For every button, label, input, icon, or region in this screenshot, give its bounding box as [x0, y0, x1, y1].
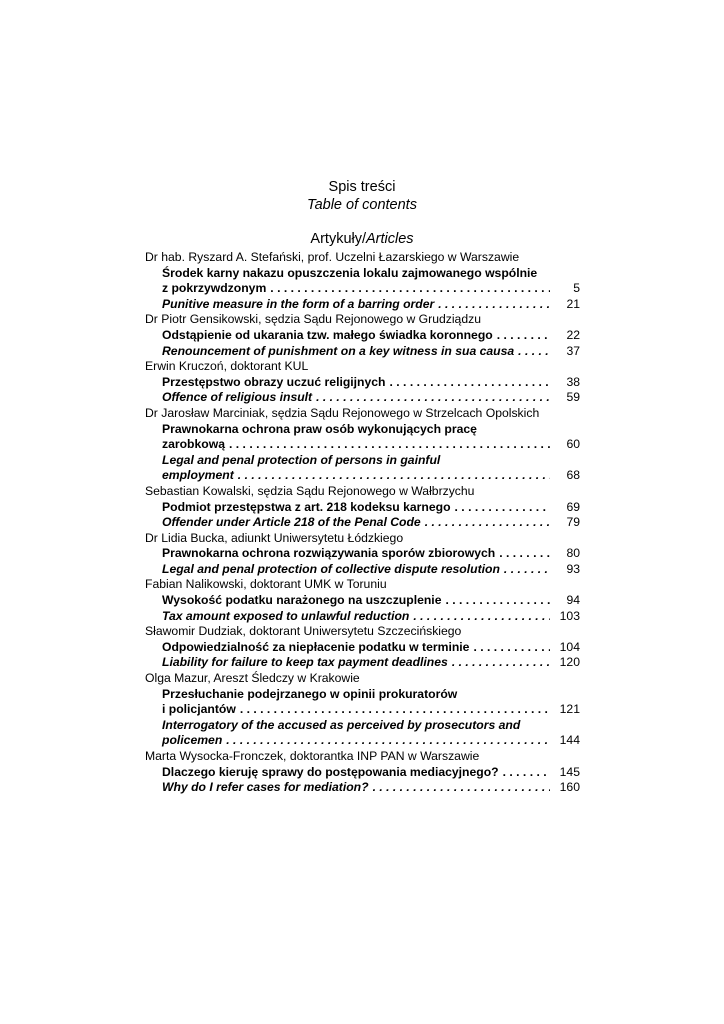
- toc-page-number: 79: [566, 515, 580, 530]
- toc-author: Dr hab. Ryszard A. Stefański, prof. Uczelni Łazarskiego w Warszawie: [145, 250, 520, 264]
- toc-page-number: 69: [566, 499, 580, 514]
- toc-entry-title[interactable]: [145, 468, 580, 484]
- toc-entry-title[interactable]: [145, 375, 580, 391]
- toc-entry-title[interactable]: [145, 500, 580, 516]
- toc-author: Sławomir Dudziak, doktorant Uniwersytetu Szczecińskiego: [145, 624, 462, 639]
- section-heading-pl: Artykuły/: [310, 231, 367, 247]
- toc-author: Fabian Nalikowski, doktorant UMK w Toruniu: [145, 577, 387, 592]
- toc-author: Dr Jarosław Marciniak, sędzia Sądu Rejonowego w Strzelcach Opolskich: [145, 405, 540, 420]
- toc-entry-title[interactable]: [145, 562, 580, 578]
- toc-page-number: 21: [566, 296, 580, 311]
- toc-title-text: Przestępstwo obrazy uczuć religijnych: [162, 374, 386, 389]
- page-subtitle: Table of contents: [307, 197, 417, 213]
- toc-title-text: Legal and penal protection of persons in gainful: [162, 452, 441, 467]
- toc-entry-title[interactable]: [145, 655, 580, 671]
- toc-author: Sebastian Kowalski, sędzia Sądu Rejonowego w Wałbrzychu: [145, 483, 475, 498]
- toc-title-text: Przesłuchanie podejrzanego w opinii prokuratorów: [162, 686, 458, 701]
- toc-entry-title[interactable]: [145, 780, 580, 796]
- toc-title-text: employment: [162, 468, 234, 483]
- dot-leader: [270, 281, 550, 297]
- toc-title-text: Offender under Article 218 of the Penal Code: [162, 515, 421, 530]
- toc-entry-title[interactable]: [145, 640, 580, 656]
- dot-leader: [518, 344, 550, 360]
- section-heading: [0, 230, 724, 248]
- dot-leader: [373, 780, 550, 796]
- dot-leader: [497, 328, 550, 344]
- toc-page-number: 38: [566, 374, 580, 389]
- dot-leader: [473, 640, 550, 656]
- toc-page-number: 22: [566, 327, 580, 342]
- toc-page-number: 59: [566, 390, 580, 405]
- toc-title-text: Legal and penal protection of collective dispute resolution: [162, 561, 500, 576]
- page-title: Spis treści: [328, 179, 396, 195]
- dot-leader: [413, 609, 550, 625]
- toc-entry-title[interactable]: [145, 297, 580, 313]
- toc-entry-title[interactable]: [145, 437, 580, 453]
- toc-entry-title[interactable]: [145, 687, 580, 703]
- toc-page-number: 103: [559, 608, 580, 623]
- toc-entry-title[interactable]: [145, 765, 580, 781]
- toc-page-number: 104: [559, 639, 580, 654]
- toc-entry-title[interactable]: [145, 422, 580, 438]
- toc-title-text: i policjantów: [162, 702, 236, 717]
- toc-author: Dr Lidia Bucka, adiunkt Uniwersytetu Łódzkiego: [145, 530, 404, 545]
- toc-page-number: 94: [566, 593, 580, 608]
- toc-title-text: Prawnokarna ochrona rozwiązywania sporów zbiorowych: [162, 546, 496, 561]
- dot-leader: [503, 765, 550, 781]
- toc-author: Erwin Kruczoń, doktorant KUL: [145, 359, 309, 374]
- toc-title-text: policemen: [162, 733, 223, 748]
- toc-title-text: Punitive measure in the form of a barring order: [162, 296, 435, 311]
- toc-page-number: 60: [566, 437, 580, 452]
- toc-page-number: 5: [573, 281, 580, 296]
- toc-entry-title[interactable]: [145, 546, 580, 562]
- toc-title-text: Offence of religious insult: [162, 390, 313, 405]
- toc-page-number: 80: [566, 546, 580, 561]
- toc-title-text: Tax amount exposed to unlawful reduction: [162, 608, 410, 623]
- toc-entry-title[interactable]: [145, 328, 580, 344]
- dot-leader: [499, 546, 550, 562]
- toc-page-number: 121: [559, 702, 580, 717]
- toc-page-number: 145: [559, 764, 580, 779]
- toc-page-number: 68: [566, 468, 580, 483]
- toc-entry-title[interactable]: [145, 390, 580, 406]
- toc-title-text: Prawnokarna ochrona praw osób wykonujących pracę: [162, 421, 477, 436]
- dot-leader: [229, 437, 550, 453]
- toc-page-number: 93: [566, 561, 580, 576]
- toc-title-text: Dlaczego kieruję sprawy do postępowania mediacyjnego?: [162, 764, 499, 779]
- dot-leader: [390, 375, 551, 391]
- dot-leader: [316, 390, 550, 406]
- toc-entry-title[interactable]: [145, 702, 580, 718]
- dot-leader: [238, 468, 550, 484]
- toc-page-number: 37: [566, 343, 580, 358]
- dot-leader: [504, 562, 550, 578]
- toc-title-text: zarobkową: [162, 437, 225, 452]
- toc-title-text: z pokrzywdzonym: [162, 281, 267, 296]
- section-heading-en: Articles: [366, 231, 414, 247]
- dot-leader: [226, 733, 550, 749]
- toc-title-text: Odpowiedzialność za niepłacenie podatku w terminie: [162, 639, 470, 654]
- toc-entry-title[interactable]: [145, 344, 580, 360]
- toc-page-number: 144: [559, 733, 580, 748]
- toc-entry-title[interactable]: [145, 609, 580, 625]
- toc-entry-title[interactable]: [145, 593, 580, 609]
- dot-leader: [455, 500, 550, 516]
- toc-entry-title[interactable]: [145, 515, 580, 531]
- toc-entry-title[interactable]: [145, 453, 580, 469]
- toc-title-text: Liability for failure to keep tax payment deadlines: [162, 655, 448, 670]
- toc-entry-title[interactable]: [145, 281, 580, 297]
- toc-entry-title[interactable]: [145, 266, 580, 282]
- toc-title-text: Podmiot przestępstwa z art. 218 kodeksu karnego: [162, 499, 451, 514]
- toc-title-text: Wysokość podatku narażonego na uszczuplenie: [162, 593, 442, 608]
- toc-page-number: 120: [559, 655, 580, 670]
- dot-leader: [452, 655, 550, 671]
- toc-title-text: Interrogatory of the accused as perceived by prosecutors and: [162, 717, 521, 732]
- toc-title-text: Why do I refer cases for mediation?: [162, 780, 369, 795]
- toc-title-text: Środek karny nakazu opuszczenia lokalu zajmowanego wspólnie: [162, 265, 538, 280]
- toc-author: Olga Mazur, Areszt Śledczy w Krakowie: [145, 671, 360, 686]
- toc-entry-title[interactable]: [145, 718, 580, 734]
- toc-author: Marta Wysocka-Fronczek, doktorantka INP PAN w Warszawie: [145, 749, 480, 763]
- table-of-contents: [145, 250, 580, 796]
- toc-entry-title[interactable]: [145, 733, 580, 749]
- toc-title-text: Odstąpienie od ukarania tzw. małego świadka koronnego: [162, 327, 493, 342]
- dot-leader: [438, 297, 550, 313]
- toc-author: Dr Piotr Gensikowski, sędzia Sądu Rejonowego w Grudziądzu: [145, 312, 481, 327]
- dot-leader: [445, 593, 550, 609]
- toc-page-number: 160: [559, 780, 580, 795]
- dot-leader: [240, 702, 550, 718]
- toc-title-text: Renouncement of punishment on a key witness in sua causa: [162, 343, 515, 358]
- dot-leader: [425, 515, 550, 531]
